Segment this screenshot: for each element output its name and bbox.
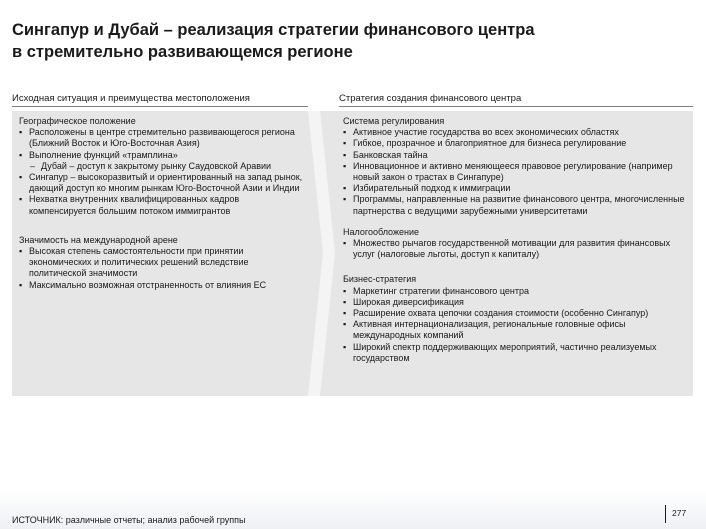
left-column-header: Исходная ситуация и преимущества местоположения xyxy=(12,93,250,104)
list-item: ▪ Банковская тайна xyxy=(343,150,688,161)
list-item: ▪ Активная интернационализация, региональные головные офисы международных компаний xyxy=(343,319,688,341)
intl-section xyxy=(19,235,304,291)
right-column-header: Стратегия создания финансового центра xyxy=(339,93,522,104)
geo-title: Географическое положение xyxy=(19,116,136,126)
list-item: ▪ Расширение охвата цепочки создания стоимости (особенно Сингапур) xyxy=(343,308,688,319)
intl-title: Значимость на международной арене xyxy=(19,234,178,245)
regulation-title: Система регулирования xyxy=(343,116,445,126)
left-header-rule xyxy=(12,106,308,107)
list-item: ▪ Широкий спектр поддерживающих мероприятий, частично реализуемых государством xyxy=(343,342,688,364)
chevron-arrow-icon xyxy=(308,111,335,396)
left-column xyxy=(19,116,304,301)
page-number-divider xyxy=(665,505,666,523)
list-item: ▪ Широкая диверсификация xyxy=(343,297,688,308)
list-item: ▪ Программы, направленные на развитие финансового центра, многочисленные партнерства с ведущими зарубежными университетами xyxy=(343,194,688,216)
title-line-2: в стремительно развивающемся регионе xyxy=(12,43,353,61)
geo-section xyxy=(19,116,304,217)
sub-list-item: – Дубай – доступ к закрытому рынку Саудовской Аравии xyxy=(19,161,304,172)
list-item: ▪ Множество рычагов государственной мотивации для развития финансовых услуг (налоговые льготы, доступ к капиталу) xyxy=(343,238,688,260)
right-column xyxy=(343,116,688,374)
list-item: ▪ Высокая степень самостоятельности при принятии экономических и политических решений вследствие политической значимости xyxy=(19,246,304,280)
list-item: ▪ Расположены в центре стремительно развивающегося региона (Ближний Восток и Юго-Восточная Азия) xyxy=(19,127,304,149)
source-note: ИСТОЧНИК: различные отчеты; анализ рабочей группы xyxy=(12,515,246,525)
list-item: ▪ Гибкое, прозрачное и благоприятное для бизнеса регулирование xyxy=(343,138,688,149)
list-item: ▪ Маркетинг стратегии финансового центра xyxy=(343,286,688,297)
business-section xyxy=(343,274,688,364)
slide-title xyxy=(12,19,692,63)
list-item: ▪ Нехватка внутренних квалифицированных кадров компенсируется большим потоком иммигрантов xyxy=(19,194,304,216)
page-number: 277 xyxy=(672,508,687,518)
list-item: ▪ Сингапур – высокоразвитый и ориентированный на запад рынок, дающий доступ ко многим рынкам Юго-Восточной Азии и Индии xyxy=(19,172,304,194)
list-item: ▪ Активное участие государства во всех экономических областях xyxy=(343,127,688,138)
list-item: ▪ Максимально возможная отстраненность от влияния ЕС xyxy=(19,280,304,291)
regulation-section xyxy=(343,116,688,217)
list-item: ▪ Выполнение функций «трамплина» xyxy=(19,150,304,161)
title-line-1: Сингапур и Дубай – реализация стратегии финансового центра xyxy=(12,21,535,39)
tax-title: Налогообложение xyxy=(343,226,419,237)
list-item: ▪ Избирательный подход к иммиграции xyxy=(343,183,688,194)
tax-section xyxy=(343,227,688,261)
right-header-rule xyxy=(339,106,693,107)
business-title: Бизнес-стратегия xyxy=(343,274,417,285)
list-item: ▪ Инновационное и активно меняющееся правовое регулирование (например новый закон о трастах в Сингапуре) xyxy=(343,161,688,183)
